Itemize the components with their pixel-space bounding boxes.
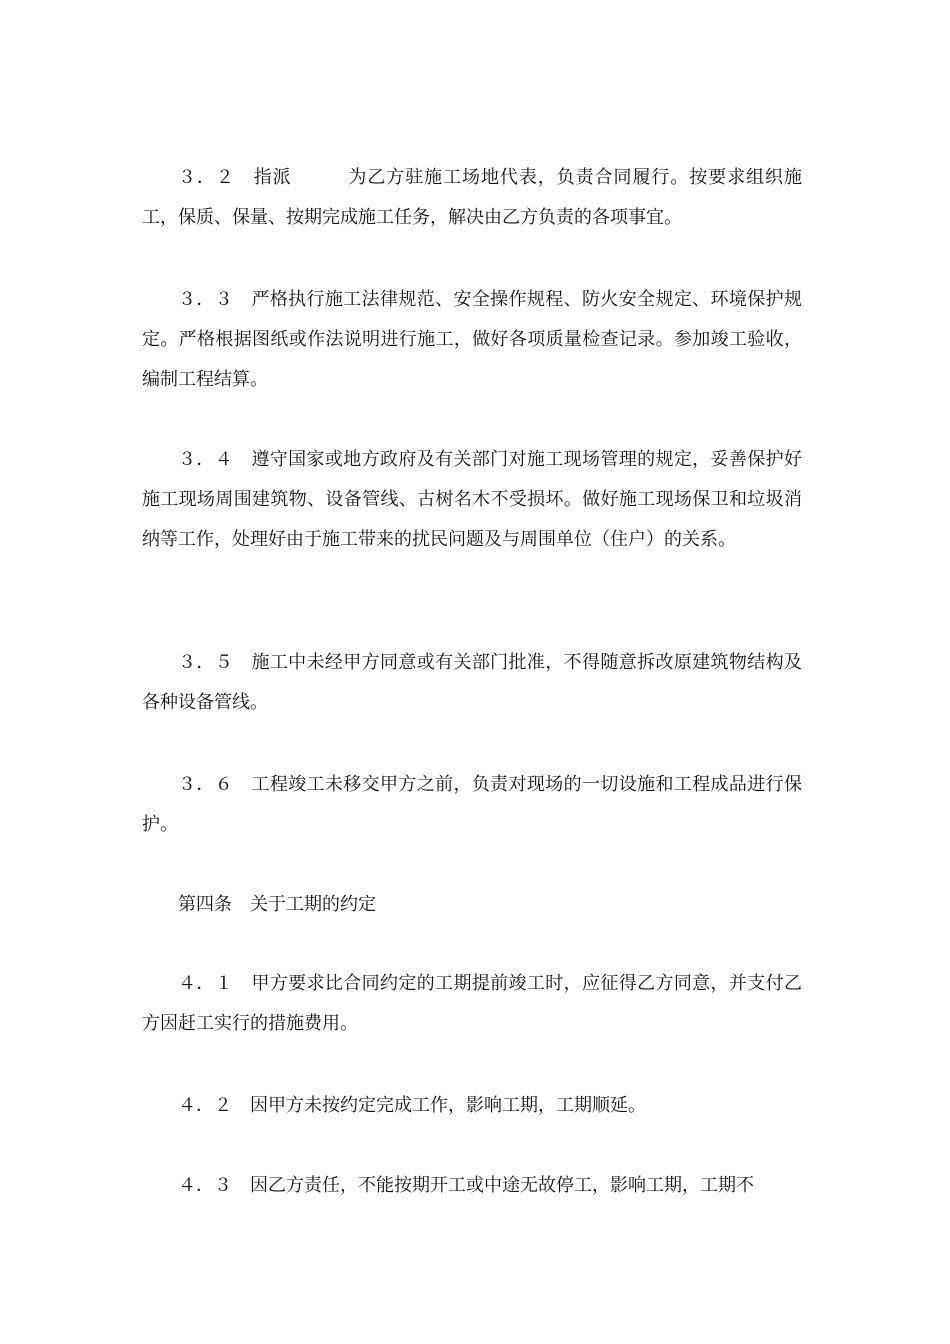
- article-4-heading: 第四条 关于工期的约定: [178, 894, 376, 915]
- clause-3-6: ３．６ 工程竣工未移交甲方之前，负责对现场的一切设施和工程成品进行保护。: [142, 774, 802, 835]
- clause-4-1: ４．１ 甲方要求比合同约定的工期提前竣工时，应征得乙方同意，并支付乙方因赶工实行的措施费用。: [142, 973, 802, 1034]
- clause-3-5: ３．５ 施工中未经甲方同意或有关部门批准，不得随意拆改原建筑物结构及各种设备管线。: [142, 652, 802, 713]
- clause-3-2: ３．２ 指派 为乙方驻施工场地代表，负责合同履行。按要求组织施工，保质、保量、按期完成施工任务，解决由乙方负责的各项事宜。: [142, 167, 802, 228]
- clause-3-4: ３．４ 遵守国家或地方政府及有关部门对施工现场管理的规定，妥善保护好施工现场周围建筑物、设备管线、古树名木不受损坏。做好施工现场保卫和垃圾消纳等工作，处理好由于施工带来的扰民问题及与周围单位（住户）的关系。: [142, 449, 802, 550]
- clause-4-3: ４．３ 因乙方责任，不能按期开工或中途无故停工，影响工期，工期不: [178, 1175, 754, 1196]
- clause-4-2: ４．２ 因甲方未按约定完成工作，影响工期，工期顺延。: [178, 1095, 646, 1116]
- clause-3-3: ３．３ 严格执行施工法律规范、安全操作规程、防火安全规定、环境保护规定。严格根据图纸或作法说明进行施工，做好各项质量检查记录。参加竣工验收，编制工程结算。: [142, 289, 802, 390]
